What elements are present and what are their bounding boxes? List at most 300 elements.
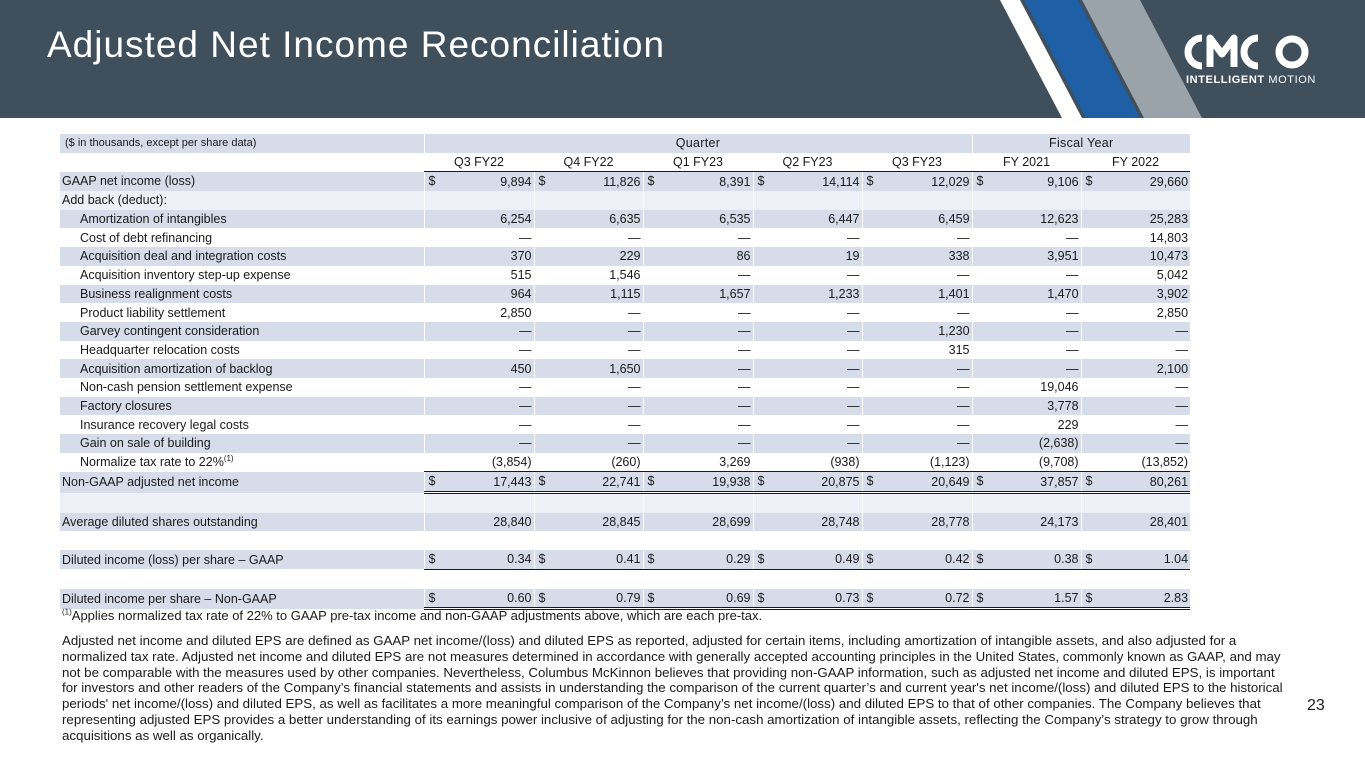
value-cell <box>534 247 643 266</box>
value-cell <box>534 359 643 378</box>
value-cell <box>862 415 972 434</box>
value-cell <box>424 285 534 304</box>
value-cell <box>424 172 534 191</box>
value-cell <box>643 191 753 210</box>
currency-symbol: $ <box>757 590 765 605</box>
cell-value: — <box>957 230 970 245</box>
non-gaap-net-income-row <box>60 472 1190 493</box>
row-label: Product liability settlement <box>80 305 226 320</box>
value-cell <box>1081 434 1190 453</box>
cell-value: — <box>628 342 641 357</box>
column-header-row <box>60 153 1190 172</box>
cell-value: 6,635 <box>609 212 641 227</box>
spacer-row <box>60 531 1190 550</box>
cell-value: — <box>628 436 641 451</box>
cell-value: 2,850 <box>1156 305 1189 320</box>
value-cell <box>753 472 862 493</box>
product-liability-row <box>60 303 1190 322</box>
cell-value: — <box>847 398 860 413</box>
value-cell <box>534 285 643 304</box>
currency-symbol: $ <box>647 552 655 567</box>
cell-value: 338 <box>948 249 970 264</box>
row-label: Amortization of intangibles <box>60 210 424 229</box>
value-cell <box>1081 303 1190 322</box>
value-cell <box>1081 210 1190 229</box>
cell-value: 1,115 <box>610 286 641 301</box>
value-cell <box>643 247 753 266</box>
value-cell <box>643 378 753 397</box>
value-cell <box>972 303 1081 322</box>
cell-value: — <box>957 436 970 451</box>
cell-value: — <box>738 436 751 451</box>
row-label: Diluted income per share – Non-GAAP <box>60 589 424 609</box>
value-cell <box>972 472 1081 493</box>
garvey-row <box>60 322 1190 341</box>
value-cell <box>862 285 972 304</box>
cell-value: — <box>519 324 532 339</box>
reconciliation-table <box>60 134 1190 610</box>
cell-value: 1.04 <box>1163 552 1189 567</box>
spacer-cell <box>753 569 862 588</box>
cell-value: 86 <box>736 249 751 264</box>
value-cell <box>534 210 643 229</box>
cell-value: — <box>957 398 970 413</box>
spacer-cell <box>424 569 534 588</box>
value-cell <box>534 472 643 493</box>
realignment-row <box>60 285 1190 304</box>
cell-value: 315 <box>948 342 970 357</box>
value-cell <box>972 191 1081 210</box>
cell-value: — <box>1175 436 1189 451</box>
cell-value: — <box>519 398 532 413</box>
cell-value: 9,894 <box>500 174 532 189</box>
cell-value: (3,854) <box>491 455 532 470</box>
cell-value: — <box>628 417 641 432</box>
cell-value: 1,650 <box>609 361 641 376</box>
currency-symbol: $ <box>538 590 546 605</box>
row-label: Non-GAAP adjusted net income <box>60 472 424 493</box>
value-cell <box>753 285 862 304</box>
value-cell <box>424 415 534 434</box>
spacer-cell <box>972 569 1081 588</box>
cell-value: — <box>1066 361 1079 376</box>
value-cell <box>1081 266 1190 285</box>
value-cell <box>424 247 534 266</box>
cell-value: — <box>847 324 860 339</box>
value-cell <box>424 322 534 341</box>
value-cell <box>424 378 534 397</box>
cell-value: 24,173 <box>1040 515 1079 530</box>
value-cell <box>424 453 534 472</box>
cell-value: — <box>1066 268 1079 283</box>
value-cell <box>534 550 643 569</box>
cell-value: 19 <box>845 249 860 264</box>
value-cell <box>534 228 643 247</box>
value-cell <box>753 266 862 285</box>
cell-value: 3,269 <box>719 455 751 470</box>
value-cell <box>862 210 972 229</box>
cell-value: — <box>957 361 970 376</box>
value-cell <box>1081 550 1190 569</box>
column-header: Q2 FY23 <box>753 153 862 172</box>
row-label: Headquarter relocation costs <box>80 342 240 357</box>
spacer-cell <box>643 531 753 550</box>
cell-value: — <box>738 324 751 339</box>
cell-value: 37,857 <box>1040 474 1079 489</box>
spacer-cell <box>424 531 534 550</box>
cell-value: — <box>738 398 751 413</box>
value-cell <box>972 415 1081 434</box>
cell-value: 450 <box>510 361 532 376</box>
cell-value: 0.73 <box>835 590 860 605</box>
cell-value: 1,233 <box>828 286 860 301</box>
gain-building-row <box>60 434 1190 453</box>
cell-value: 3,951 <box>1047 249 1079 264</box>
currency-symbol: $ <box>428 174 436 189</box>
currency-symbol: $ <box>1085 590 1093 605</box>
spacer-row <box>60 569 1190 588</box>
cell-value: 6,447 <box>828 212 860 227</box>
value-cell <box>972 513 1081 532</box>
currency-symbol: $ <box>538 552 546 567</box>
non-gaap-description: Adjusted net income and diluted EPS are defined as GAAP net income/(loss) and diluted EPS as reported, adjusted for certain items, including amortization of intangible assets, and also adjusted for a normalized tax rate. Adjusted net income and diluted EPS are not measures determined in accordance with generally accepted accounting principles in the United States, commonly known as GAAP, and may not be comparable with the measures used by other companies. Nevertheless, Columbus McKinnon believes that providing non-GAAP information, such as adjusted net income and diluted EPS, is important for investors and other readers of the Company’s financial statements and assists in understanding the comparison of the current quarter’s and current year's net income/(loss) and diluted EPS to the historical periods' net income/(loss) and diluted EPS, as well as facilitates a more meaningful comparison of the Company’s net income/(loss) and diluted EPS to that of other companies. The Company believes that representing adjusted EPS provides a better understanding of its earnings power inclusive of adjusting for the non-cash amortization of intangible assets, reflecting the Company’s strategy to grow through acquisitions as well as organically. <box>62 633 1283 743</box>
value-cell <box>1081 378 1190 397</box>
value-cell <box>643 341 753 360</box>
row-label: Non-cash pension settlement expense <box>80 380 293 395</box>
value-cell <box>643 415 753 434</box>
value-cell <box>753 359 862 378</box>
value-cell <box>1081 513 1190 532</box>
value-cell <box>972 397 1081 416</box>
cell-value: 14,114 <box>822 174 860 189</box>
value-cell <box>862 322 972 341</box>
currency-symbol: $ <box>976 474 984 489</box>
cell-value: — <box>847 230 860 245</box>
value-cell <box>1081 397 1190 416</box>
row-label: Acquisition amortization of backlog <box>60 359 424 378</box>
backlog-row <box>60 359 1190 378</box>
row-label: Cost of debt refinancing <box>80 230 213 245</box>
cell-value: — <box>738 342 751 357</box>
cell-value: — <box>738 361 751 376</box>
column-header: Q3 FY22 <box>424 153 534 172</box>
cell-value: 17,443 <box>493 474 532 489</box>
currency-symbol: $ <box>538 174 546 189</box>
cost-debt-row <box>60 228 1190 247</box>
spacer-cell <box>534 531 643 550</box>
cell-value: (2,638) <box>1038 436 1079 451</box>
value-cell <box>643 397 753 416</box>
column-header: FY 2021 <box>972 153 1081 172</box>
value-cell <box>534 322 643 341</box>
page-number: 23 <box>1307 697 1325 714</box>
cell-value: 2,850 <box>500 305 532 320</box>
currency-symbol: $ <box>976 174 984 189</box>
cell-value: 0.72 <box>945 590 970 605</box>
cell-value: — <box>847 361 860 376</box>
slide-header <box>0 0 1365 118</box>
cell-value: — <box>1175 324 1189 339</box>
spacer-cell <box>60 531 424 550</box>
currency-symbol: $ <box>866 474 874 489</box>
currency-symbol: $ <box>538 474 546 489</box>
cell-value: 2,100 <box>1156 361 1189 376</box>
spacer-cell <box>972 531 1081 550</box>
cmco-logo <box>1186 21 1320 70</box>
value-cell <box>424 191 534 210</box>
value-cell <box>862 266 972 285</box>
currency-symbol: $ <box>866 174 874 189</box>
cell-value: 28,845 <box>602 515 641 530</box>
value-cell <box>862 228 972 247</box>
avg-shares-row <box>60 513 1190 532</box>
value-cell <box>643 453 753 472</box>
value-cell <box>534 172 643 191</box>
value-cell <box>972 285 1081 304</box>
spacer-cell <box>862 569 972 588</box>
value-cell <box>972 550 1081 569</box>
cell-value: — <box>738 380 751 395</box>
currency-symbol: $ <box>647 474 655 489</box>
value-cell <box>862 303 972 322</box>
cell-value: — <box>957 305 970 320</box>
value-cell <box>972 434 1081 453</box>
cell-value: 3,778 <box>1047 398 1079 413</box>
value-cell <box>753 322 862 341</box>
currency-symbol: $ <box>428 590 436 605</box>
value-cell <box>972 247 1081 266</box>
value-cell <box>862 397 972 416</box>
currency-symbol: $ <box>866 590 874 605</box>
spacer-cell <box>643 569 753 588</box>
column-header: Q1 FY23 <box>643 153 753 172</box>
cell-value: — <box>847 342 860 357</box>
value-cell <box>972 359 1081 378</box>
value-cell <box>643 285 753 304</box>
value-cell <box>1081 341 1190 360</box>
currency-symbol: $ <box>757 552 765 567</box>
value-cell <box>643 172 753 191</box>
cell-value: — <box>1175 398 1189 413</box>
value-cell <box>534 415 643 434</box>
column-header: FY 2022 <box>1081 153 1190 172</box>
value-cell <box>424 228 534 247</box>
quarter-group-header: Quarter <box>424 134 972 153</box>
cell-value: 22,741 <box>602 474 641 489</box>
cell-value: 28,840 <box>493 515 532 530</box>
cell-value: 6,254 <box>500 212 532 227</box>
value-cell <box>534 266 643 285</box>
row-label: Insurance recovery legal costs <box>80 417 249 432</box>
cell-value: — <box>628 380 641 395</box>
value-cell <box>972 453 1081 472</box>
spacer-cell <box>862 531 972 550</box>
cell-value: — <box>847 417 860 432</box>
cell-value: — <box>847 305 860 320</box>
currency-symbol: $ <box>757 174 765 189</box>
spacer-cell <box>1081 531 1190 550</box>
currency-symbol: $ <box>428 474 436 489</box>
cell-value: — <box>519 342 532 357</box>
spacer-cell <box>972 493 1081 513</box>
cell-value: 1,657 <box>719 286 751 301</box>
fiscal-year-group-header: Fiscal Year <box>972 134 1190 153</box>
cell-value: — <box>738 268 751 283</box>
cell-value: 25,283 <box>1149 212 1189 227</box>
cell-value: (9,708) <box>1038 455 1079 470</box>
cell-value: 370 <box>510 249 532 264</box>
cell-value: 6,535 <box>719 212 751 227</box>
cell-value: — <box>519 230 532 245</box>
currency-symbol: $ <box>866 552 874 567</box>
currency-symbol: $ <box>428 552 436 567</box>
cell-value: — <box>847 268 860 283</box>
row-label: Add back (deduct): <box>60 191 424 210</box>
cell-value: 0.29 <box>726 552 751 567</box>
cell-value: — <box>847 380 860 395</box>
cell-value: — <box>628 324 641 339</box>
value-cell <box>972 210 1081 229</box>
spacer-cell <box>534 569 643 588</box>
eps-gaap-row <box>60 550 1190 569</box>
value-cell <box>972 266 1081 285</box>
value-cell <box>424 472 534 493</box>
value-cell <box>753 303 862 322</box>
cell-value: — <box>1066 324 1079 339</box>
value-cell <box>534 434 643 453</box>
logo-tagline: INTELLIGENT MOTION <box>1186 74 1316 86</box>
value-cell <box>753 247 862 266</box>
value-cell <box>862 247 972 266</box>
value-cell <box>862 513 972 532</box>
value-cell <box>643 550 753 569</box>
spacer-cell <box>753 531 862 550</box>
cell-value: (938) <box>830 455 860 470</box>
row-label: Acquisition inventory step-up expense <box>80 268 291 283</box>
row-label: GAAP net income (loss) <box>60 172 424 191</box>
cell-value: 515 <box>510 268 532 283</box>
cell-value: 28,699 <box>712 515 751 530</box>
value-cell <box>424 266 534 285</box>
cell-value: 19,938 <box>712 474 751 489</box>
cell-value: — <box>738 417 751 432</box>
add-back-row <box>60 191 1190 210</box>
value-cell <box>1081 322 1190 341</box>
currency-symbol: $ <box>1085 174 1093 189</box>
value-cell <box>424 550 534 569</box>
currency-symbol: $ <box>976 552 984 567</box>
cell-value: — <box>738 305 751 320</box>
cell-value: — <box>957 380 970 395</box>
cell-value: (260) <box>611 455 641 470</box>
value-cell <box>862 589 972 609</box>
value-cell <box>1081 247 1190 266</box>
value-cell <box>1081 285 1190 304</box>
spacer-cell <box>424 493 534 513</box>
page-title: Adjusted Net Income Reconciliation <box>47 24 666 65</box>
cell-value: — <box>1066 305 1079 320</box>
value-cell <box>753 228 862 247</box>
spacer-cell <box>60 569 424 588</box>
currency-symbol: $ <box>1085 552 1093 567</box>
cell-value: 964 <box>510 286 532 301</box>
value-cell <box>753 210 862 229</box>
cell-value: 5,042 <box>1156 268 1189 283</box>
cell-value: — <box>1175 342 1189 357</box>
row-label: Average diluted shares outstanding <box>60 513 424 532</box>
value-cell <box>643 228 753 247</box>
value-cell <box>424 513 534 532</box>
cell-value: 6,459 <box>938 212 970 227</box>
value-cell <box>972 322 1081 341</box>
value-cell <box>753 378 862 397</box>
cell-value: 229 <box>1057 417 1079 432</box>
currency-symbol: $ <box>757 474 765 489</box>
value-cell <box>862 191 972 210</box>
column-header: Q4 FY22 <box>534 153 643 172</box>
value-cell <box>424 303 534 322</box>
value-cell <box>1081 415 1190 434</box>
value-cell <box>862 378 972 397</box>
column-header: Q3 FY23 <box>862 153 972 172</box>
value-cell <box>972 172 1081 191</box>
cell-value: — <box>628 305 641 320</box>
cell-value: — <box>957 417 970 432</box>
value-cell <box>1081 228 1190 247</box>
value-cell <box>534 378 643 397</box>
cell-value: 12,623 <box>1040 212 1079 227</box>
value-cell <box>424 434 534 453</box>
value-cell <box>862 359 972 378</box>
cell-value: 80,261 <box>1149 474 1189 489</box>
value-cell <box>862 453 972 472</box>
value-cell <box>862 434 972 453</box>
row-label: Gain on sale of building <box>60 434 424 453</box>
value-cell <box>753 453 862 472</box>
value-cell <box>534 397 643 416</box>
value-cell <box>534 453 643 472</box>
spacer-cell <box>643 493 753 513</box>
header-group-row <box>60 134 1190 153</box>
cell-value: 29,660 <box>1149 174 1189 189</box>
cell-value: 0.60 <box>507 590 532 605</box>
insurance-row <box>60 415 1190 434</box>
cell-value: 1,470 <box>1047 286 1079 301</box>
cell-value: 20,649 <box>931 474 970 489</box>
value-cell <box>862 472 972 493</box>
cell-value: — <box>628 398 641 413</box>
cell-value: 19,046 <box>1040 380 1079 395</box>
cell-value: — <box>1175 380 1189 395</box>
value-cell <box>534 191 643 210</box>
currency-symbol: $ <box>647 590 655 605</box>
value-cell <box>753 513 862 532</box>
cell-value: 28,401 <box>1149 515 1189 530</box>
cell-value: 10,473 <box>1149 249 1189 264</box>
row-label: Garvey contingent consideration <box>60 322 424 341</box>
spacer-cell <box>1081 493 1190 513</box>
value-cell <box>424 589 534 609</box>
gaap-net-income-row <box>60 172 1190 191</box>
cell-value: 3,902 <box>1156 286 1189 301</box>
value-cell <box>424 359 534 378</box>
value-cell <box>753 550 862 569</box>
spacer-cell <box>862 493 972 513</box>
cell-value: 9,106 <box>1047 174 1079 189</box>
pension-row <box>60 378 1190 397</box>
cell-value: 0.42 <box>945 552 970 567</box>
cell-value: — <box>1066 342 1079 357</box>
